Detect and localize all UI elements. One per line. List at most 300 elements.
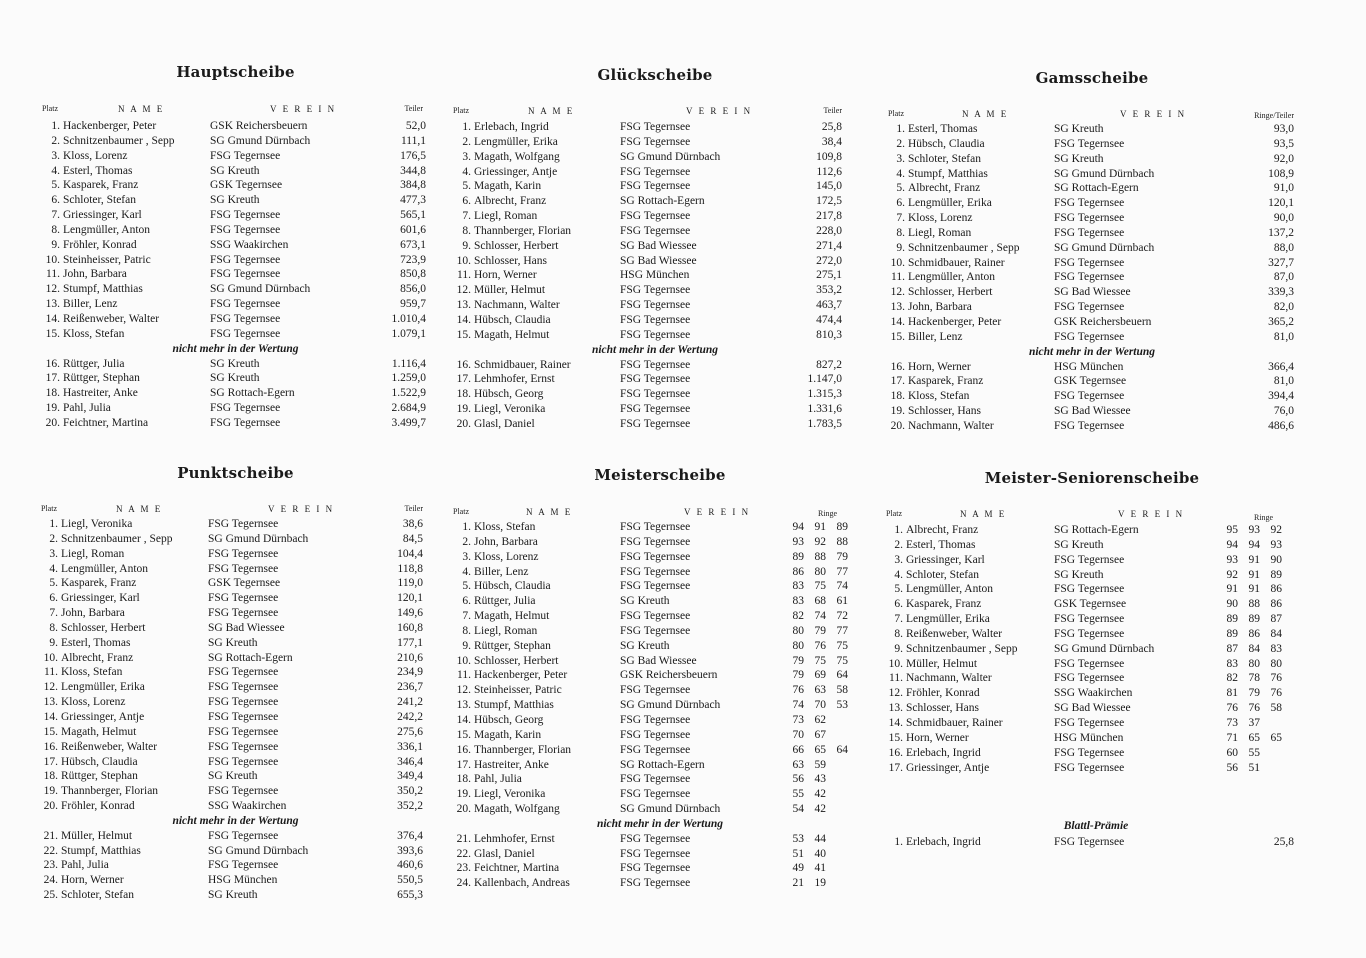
verein: SG Kreuth (208, 889, 258, 902)
rank: 10. (43, 651, 58, 664)
name: Rüttger, Stephan (63, 372, 140, 385)
name: Kloss, Stefan (474, 521, 536, 533)
rank: 10. (45, 253, 60, 266)
ring-3: 77 (836, 565, 848, 578)
score: 172,5 (816, 195, 842, 208)
score: 38,6 (402, 518, 423, 530)
rank: 16. (890, 360, 905, 373)
score: 655,3 (397, 889, 423, 902)
rank: 1. (462, 521, 471, 533)
rank: 24. (43, 874, 58, 887)
ring-3: 86 (1270, 583, 1282, 596)
name: Magath, Helmut (474, 328, 550, 341)
verein: FSG Tegernsee (210, 312, 281, 325)
header-platz: Platz (453, 106, 469, 115)
score: 217,8 (816, 210, 842, 223)
rank: 16. (45, 357, 60, 370)
table-row (38, 253, 433, 268)
name: Schloter, Stefan (906, 568, 979, 581)
rank: 21. (43, 829, 58, 842)
table-row (38, 844, 433, 859)
rank: 5. (896, 182, 905, 195)
table-row (886, 597, 1298, 612)
table-row (38, 223, 433, 238)
verein: GSK Tegernsee (1054, 598, 1127, 611)
name: Schnitzenbaumer , Sepp (61, 532, 173, 545)
rank: 9. (49, 636, 58, 649)
rank: 11. (891, 271, 905, 284)
verein: FSG Tegernsee (620, 580, 691, 593)
rank: 5. (462, 180, 471, 193)
rank: 12. (45, 283, 60, 296)
ring-2: 76 (1248, 702, 1260, 715)
score: 810,3 (816, 328, 842, 341)
verein: SG Bad Wiessee (620, 654, 697, 667)
score: 25,8 (821, 121, 842, 133)
verein: FSG Tegernsee (1054, 419, 1125, 432)
verein: FSG Tegernsee (620, 417, 691, 430)
rank: 11. (457, 269, 471, 282)
ring-3: 89 (836, 521, 848, 533)
rank: 19. (43, 785, 58, 798)
verein: FSG Tegernsee (620, 135, 691, 148)
header-verein: V E R E I N (268, 504, 335, 514)
name: Hübsch, Georg (474, 388, 544, 401)
table-seniorenscheibe (886, 523, 1298, 775)
ring-1: 92 (1226, 568, 1238, 581)
name: Pahl, Julia (63, 402, 111, 415)
verein: FSG Tegernsee (620, 550, 691, 563)
table-row (38, 680, 433, 695)
score: 1.010,4 (391, 312, 426, 325)
ring-1: 70 (792, 728, 804, 741)
ring-2: 67 (814, 728, 826, 741)
score: 394,4 (1268, 390, 1294, 403)
name: Reißenweber, Walter (906, 627, 1003, 640)
rank: 3. (49, 547, 58, 560)
rank: 10. (888, 657, 903, 670)
score: 1.259,0 (391, 372, 426, 385)
verein: FSG Tegernsee (620, 535, 691, 548)
ring-3: 65 (1270, 731, 1282, 744)
name: Schlosser, Herbert (474, 654, 559, 667)
name: Stumpf, Matthias (63, 283, 143, 296)
ring-2: 40 (814, 847, 826, 860)
table-row (450, 520, 870, 535)
name: Schlosser, Hans (908, 405, 982, 418)
table-row (886, 404, 1298, 419)
name: Müller, Helmut (474, 284, 546, 297)
name: Liegl, Roman (474, 210, 538, 223)
name: Albrecht, Franz (908, 182, 981, 195)
name: Kasparek, Franz (908, 375, 984, 388)
table-row (38, 769, 433, 784)
ring-2: 42 (814, 803, 826, 816)
ring-2: 84 (1248, 642, 1260, 655)
verein: SG Rottach-Egern (1054, 524, 1139, 536)
table-row (38, 371, 433, 386)
table-row (38, 829, 433, 844)
ring-1: 73 (792, 713, 804, 726)
verein: FSG Tegernsee (620, 373, 691, 386)
ring-1: 71 (1226, 731, 1238, 744)
rank: 18. (456, 773, 471, 786)
table-row (38, 710, 433, 725)
name: Hastreiter, Anke (474, 758, 549, 771)
rank: 14. (456, 313, 471, 326)
verein: SG Bad Wiessee (620, 239, 697, 252)
name: Kloss, Stefan (63, 327, 125, 340)
table-row (450, 328, 860, 343)
rank: 4. (49, 562, 58, 575)
rank: 11. (457, 669, 471, 682)
name: Fröhler, Konrad (63, 238, 137, 251)
score: 393,6 (397, 844, 423, 857)
name: Lehmhofer, Ernst (474, 373, 555, 386)
name: Kloss, Stefan (61, 666, 123, 679)
table-row (886, 374, 1298, 389)
name: Rüttger, Julia (474, 595, 536, 608)
rank: 13. (45, 298, 60, 311)
name: Müller, Helmut (906, 657, 978, 670)
name: Schlosser, Hans (906, 702, 980, 715)
name: Biller, Lenz (908, 330, 963, 343)
header-teiler: Teiler (404, 504, 423, 513)
table-row (38, 164, 433, 179)
rank: 12. (456, 284, 471, 297)
ring-1: 94 (1226, 538, 1238, 551)
verein: SG Gmund Dürnbach (620, 699, 721, 712)
score: 550,5 (397, 874, 423, 887)
header-ringe: Ringe (1254, 513, 1274, 522)
ring-1: 21 (792, 877, 804, 890)
verein: FSG Tegernsee (1054, 657, 1125, 670)
rank: 12. (43, 681, 58, 694)
name: Nachmann, Walter (474, 299, 560, 312)
verein: SG Gmund Dürnbach (1054, 167, 1155, 180)
rank: 13. (888, 702, 903, 715)
rank: 18. (45, 387, 60, 400)
score: 111,1 (400, 134, 426, 147)
table-row (450, 847, 870, 862)
panel-hauptscheibe (38, 0, 433, 440)
ring-2: 88 (1248, 598, 1260, 611)
blatt-praemie-title: Blattl-Prämie (1063, 820, 1129, 832)
ring-1: 53 (792, 832, 804, 845)
panel-meisterscheibe (450, 440, 870, 910)
table-row (886, 746, 1298, 761)
header-platz: Platz (453, 507, 469, 516)
ring-2: 59 (814, 758, 826, 771)
verein: GSK Tegernsee (208, 577, 281, 590)
rank: 4. (896, 167, 905, 180)
score: 241,2 (397, 696, 423, 709)
name: Griessinger, Karl (61, 592, 140, 605)
table-row (886, 256, 1298, 271)
rank: 3. (462, 550, 471, 563)
rank: 18. (456, 388, 471, 401)
score: 3.499,7 (391, 416, 426, 429)
table-row (38, 134, 433, 149)
score: 460,6 (397, 859, 423, 872)
rank: 3. (462, 150, 471, 163)
score: 723,9 (400, 253, 426, 266)
verein: FSG Tegernsee (620, 847, 691, 860)
name: Stumpf, Matthias (908, 167, 988, 180)
verein: FSG Tegernsee (1054, 716, 1125, 729)
rank: 8. (462, 624, 471, 637)
verein: SG Kreuth (620, 639, 670, 652)
rank: 15. (888, 731, 903, 744)
ring-1: 56 (1226, 761, 1238, 774)
verein: FSG Tegernsee (1054, 672, 1125, 685)
table-row (450, 668, 870, 683)
rank: 4. (894, 568, 903, 581)
name: Horn, Werner (908, 360, 971, 373)
header-row (450, 106, 860, 118)
rank: 9. (462, 239, 471, 252)
name: Kloss, Lorenz (63, 149, 128, 162)
table-row (450, 728, 870, 743)
ring-2: 63 (814, 684, 826, 697)
score: 242,2 (397, 710, 423, 723)
table-row (886, 538, 1298, 553)
rank: 13. (890, 301, 905, 314)
score: 120,1 (397, 592, 423, 605)
table-row (38, 576, 433, 591)
name: Lengmüller, Erika (61, 681, 145, 694)
rank: 17. (456, 373, 471, 386)
verein: FSG Tegernsee (208, 681, 279, 694)
ring-1: 89 (1226, 627, 1238, 640)
ring-2: 80 (1248, 657, 1260, 670)
table-row (886, 137, 1298, 152)
rank: 13. (456, 699, 471, 712)
score: 486,6 (1268, 419, 1294, 432)
ring-1: 66 (792, 743, 804, 756)
score: 477,3 (400, 194, 426, 207)
rank: 9. (462, 639, 471, 652)
verein: SG Gmund Dürnbach (210, 134, 311, 147)
verein: FSG Tegernsee (1054, 627, 1125, 640)
verein: SG Gmund Dürnbach (1054, 241, 1155, 254)
rank: 8. (894, 627, 903, 640)
table-row (886, 835, 1298, 850)
header-ringe: Ringe (818, 509, 838, 518)
name: Kallenbach, Andreas (474, 877, 570, 890)
score: 108,9 (1268, 167, 1294, 180)
rank: 5. (462, 580, 471, 593)
rank: 17. (456, 758, 471, 771)
verein: FSG Tegernsee (620, 877, 691, 890)
name: Kasparek, Franz (906, 598, 982, 611)
rank: 8. (51, 223, 60, 236)
ring-1: 83 (792, 595, 804, 608)
ring-1: 80 (792, 639, 804, 652)
rank: 21. (456, 832, 471, 845)
verein: GSK Reichersbeuern (1054, 315, 1152, 328)
verein: FSG Tegernsee (208, 562, 279, 575)
table-row (886, 226, 1298, 241)
rank: 11. (46, 268, 60, 281)
name: Erlebach, Ingrid (474, 121, 549, 133)
name: Fröhler, Konrad (61, 800, 135, 813)
ring-2: 74 (814, 610, 826, 623)
ring-2: 89 (1248, 613, 1260, 626)
verein: FSG Tegernsee (208, 547, 279, 560)
score: 93,0 (1273, 123, 1294, 135)
table-row (886, 627, 1298, 642)
score: 81,0 (1273, 375, 1294, 388)
score: 1.522,9 (391, 387, 426, 400)
rank: 20. (890, 419, 905, 432)
name: Liegl, Roman (61, 547, 125, 560)
verein: SSG Waakirchen (1054, 687, 1133, 700)
title-meisterscheibe: Meisterscheibe (594, 466, 726, 484)
rank: 6. (51, 194, 60, 207)
rank: 16. (43, 740, 58, 753)
rank: 10. (890, 256, 905, 269)
table-row (886, 686, 1298, 701)
score: 366,4 (1268, 360, 1294, 373)
table-row (886, 731, 1298, 746)
score: 349,4 (397, 770, 423, 783)
rank: 20. (45, 416, 60, 429)
table-row (450, 772, 870, 787)
ring-2: 79 (814, 624, 826, 637)
ring-3: 64 (836, 743, 848, 756)
verein: SG Kreuth (210, 194, 260, 207)
table-row (886, 300, 1298, 315)
ring-2: 75 (814, 654, 826, 667)
table-row (38, 267, 433, 282)
score: 601,6 (400, 223, 426, 236)
ring-2: 75 (814, 580, 826, 593)
verein: FSG Tegernsee (620, 713, 691, 726)
verein: SG Rottach-Egern (208, 651, 293, 664)
ring-3: 58 (1270, 702, 1282, 715)
name: Kasparek, Franz (63, 179, 139, 192)
table-row (450, 387, 860, 402)
table-row (450, 713, 870, 728)
rank: 11. (44, 666, 58, 679)
score: 118,8 (397, 562, 423, 575)
ring-3: 72 (836, 610, 848, 623)
table-row (886, 152, 1298, 167)
score: 177,1 (397, 636, 423, 649)
rank: 4. (51, 164, 60, 177)
rank: 19. (890, 405, 905, 418)
table-row (450, 832, 870, 847)
verein: FSG Tegernsee (1054, 137, 1125, 150)
ring-3: 77 (836, 624, 848, 637)
name: Griessinger, Antje (474, 165, 558, 178)
table-row (38, 784, 433, 799)
rank: 7. (462, 210, 471, 223)
ring-3: 74 (836, 580, 848, 593)
table-row (450, 861, 870, 876)
header-row (450, 507, 870, 519)
table-row (886, 642, 1298, 657)
name: Stumpf, Matthias (474, 699, 554, 712)
score: 353,2 (816, 284, 842, 297)
verein: HSG München (1054, 360, 1124, 373)
score: 1.331,6 (807, 403, 842, 416)
name: John, Barbara (908, 301, 972, 314)
rank: 13. (456, 299, 471, 312)
verein: FSG Tegernsee (620, 388, 691, 401)
rank: 1. (894, 836, 903, 848)
score: 76,0 (1273, 405, 1294, 418)
table-row (886, 196, 1298, 211)
rank: 8. (49, 621, 58, 634)
score: 38,4 (821, 135, 842, 148)
header-verein: V E R E I N (684, 507, 751, 517)
rank: 8. (896, 226, 905, 239)
rank: 20. (456, 803, 471, 816)
ring-2: 69 (814, 669, 826, 682)
verein: SG Gmund Dürnbach (1054, 642, 1155, 655)
table-row (38, 591, 433, 606)
table-row (886, 167, 1298, 182)
score: 271,4 (816, 239, 842, 252)
verein: FSG Tegernsee (1054, 301, 1125, 314)
name: Thannberger, Florian (474, 224, 572, 237)
score: 384,8 (400, 179, 426, 192)
verein: FSG Tegernsee (620, 284, 691, 297)
ring-2: 86 (1248, 627, 1260, 640)
wertung-separator: nicht mehr in der Wertung (172, 342, 299, 355)
name: Glasl, Daniel (474, 847, 535, 860)
name: Griessinger, Antje (61, 710, 145, 723)
ring-1: 74 (792, 699, 804, 712)
ring-1: 49 (792, 862, 804, 875)
name: Schmidbauer, Rainer (474, 358, 571, 371)
name: Lengmüller, Anton (908, 271, 996, 284)
name: Hastreiter, Anke (63, 387, 138, 400)
name: Hackenberger, Peter (474, 669, 568, 682)
header-verein: V E R E I N (1118, 509, 1185, 519)
table-row (886, 612, 1298, 627)
verein: SG Kreuth (210, 372, 260, 385)
score: 90,0 (1273, 212, 1294, 225)
ring-2: 51 (1248, 761, 1260, 774)
name: Kloss, Stefan (908, 390, 970, 403)
score: 92,0 (1273, 152, 1294, 165)
score: 339,3 (1268, 286, 1294, 299)
rank: 2. (894, 538, 903, 551)
verein: FSG Tegernsee (208, 829, 279, 842)
table-hauptscheibe (38, 119, 433, 431)
score: 327,7 (1268, 256, 1294, 269)
name: Biller, Lenz (474, 565, 529, 578)
ring-2: 65 (814, 743, 826, 756)
name: Pahl, Julia (474, 773, 522, 786)
ring-1: 56 (792, 773, 804, 786)
ring-1: 73 (1226, 716, 1238, 729)
table-row (886, 389, 1298, 404)
name: Steinheisser, Patric (63, 253, 151, 266)
verein: GSK Reichersbeuern (620, 669, 718, 682)
table-meisterscheibe (450, 520, 870, 891)
panel-seniorenscheibe (886, 440, 1298, 910)
table-row (38, 665, 433, 680)
verein: FSG Tegernsee (620, 328, 691, 341)
verein: FSG Tegernsee (620, 358, 691, 371)
ring-1: 82 (1226, 672, 1238, 685)
name: Horn, Werner (61, 874, 124, 887)
name: Lengmüller, Erika (474, 135, 558, 148)
